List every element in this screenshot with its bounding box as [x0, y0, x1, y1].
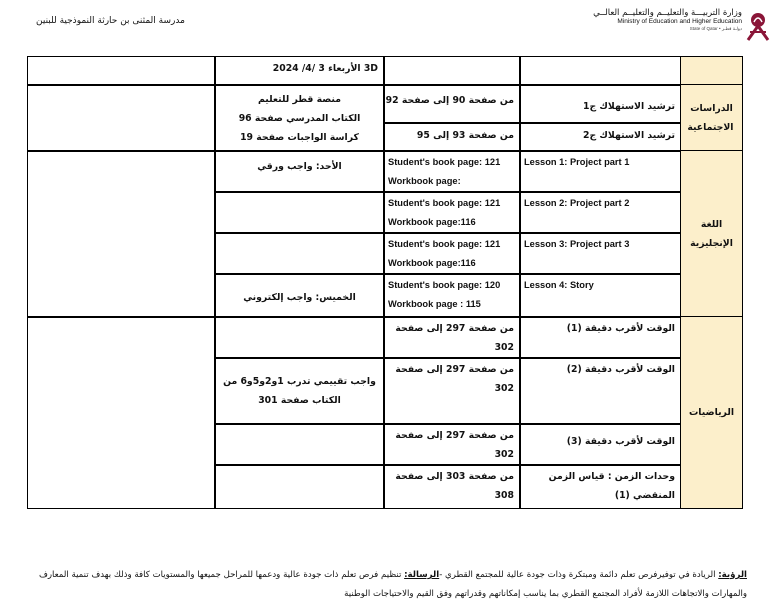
- social-resources-cell: [214, 84, 385, 152]
- homework-text: الأحد: واجب ورقي: [257, 161, 342, 172]
- english-pages-cell: [383, 191, 521, 234]
- mission-text: تنظيم فرص تعلم ذات جودة عالية ودعمها للمراحل جميعها والمستويات كافة وذلك بهدف تنمية المعارف: [38, 570, 405, 580]
- weekly-plan-table: [27, 56, 743, 509]
- lesson-text: وحدات الزمن : قياس الزمن: [548, 471, 675, 482]
- pages-text: من صفحة 297 إلى صفحة: [395, 430, 514, 441]
- resource-line: منصة قطر للتعليم: [258, 94, 341, 105]
- vision-text: الريادة في توفيرفرص تعلم دائمة ومبتكرة وذات جودة عالية للمجتمع القطري -: [439, 570, 719, 580]
- book-page: Student's book page: 121: [388, 157, 501, 167]
- workbook-page: Workbook page : 115: [388, 299, 481, 309]
- pages-text: من صفحة 90 إلى صفحة 92: [385, 95, 514, 106]
- english-lesson-cell: [519, 150, 682, 193]
- math-pages-cell: [383, 357, 521, 425]
- table-cell: [214, 316, 385, 359]
- math-pages-cell: [383, 423, 521, 466]
- subject-label: الرياضيات: [688, 407, 735, 418]
- social-pages-cell: [383, 122, 521, 152]
- pages-text: 308: [494, 490, 514, 501]
- vision-label: الرؤية:: [718, 570, 747, 580]
- book-page: Student's book page: 121: [388, 198, 501, 208]
- table-cell: [214, 423, 385, 466]
- table-cell: [214, 464, 385, 509]
- english-lesson-cell: [519, 191, 682, 234]
- workbook-page: Workbook page:116: [388, 258, 476, 268]
- workbook-page: Workbook page:116: [388, 217, 476, 227]
- book-page: Student's book page: 121: [388, 239, 501, 249]
- pages-text: من صفحة 297 إلى صفحة: [395, 323, 514, 334]
- table-cell: [27, 316, 216, 509]
- vision-mission-footer: [24, 566, 747, 604]
- ministry-state: State of Qatar • دولـة قطـر: [689, 26, 742, 31]
- english-lesson-cell: [519, 273, 682, 318]
- math-lesson-cell: [519, 423, 682, 466]
- social-pages-cell: [383, 84, 521, 124]
- pages-text: من صفحة 93 إلى 95: [416, 130, 514, 141]
- date-label: 3D الأربعاء 3 /4/ 2024: [272, 63, 378, 74]
- lesson-text: Lesson 2: Project part 2: [524, 198, 630, 208]
- lesson-text: الوقت لأقرب دقيقة (1): [566, 323, 675, 334]
- ministry-emblem-icon: [744, 10, 772, 44]
- homework-text: الكتاب صفحة 301: [258, 395, 341, 406]
- lesson-text: Lesson 1: Project part 1: [524, 157, 630, 167]
- pages-text: من صفحة 303 إلى صفحة: [395, 471, 514, 482]
- resource-line: الكتاب المدرسي صفحة 96: [238, 113, 361, 124]
- pages-text: من صفحة 297 إلى صفحة: [395, 364, 514, 375]
- lesson-text: Lesson 3: Project part 3: [524, 239, 630, 249]
- lesson-text: المنقضي (1): [614, 490, 675, 501]
- pages-text: 302: [494, 383, 514, 394]
- lesson-text: الوقت لأقرب دقيقة (2): [566, 364, 675, 375]
- ministry-name-en: Ministry of Education and Higher Education: [617, 18, 742, 25]
- math-lesson-cell: [519, 357, 682, 425]
- table-cell: [27, 84, 216, 152]
- table-cell: [519, 56, 682, 86]
- english-pages-cell: [383, 150, 521, 193]
- math-lesson-cell: [519, 316, 682, 359]
- ministry-block: [542, 8, 742, 32]
- math-lesson-cell: [519, 464, 682, 509]
- mission-label: الرسالة:: [404, 570, 440, 580]
- book-page: Student's book page: 120: [388, 280, 501, 290]
- resource-line: كراسة الواجبات صفحة 19: [240, 132, 359, 143]
- subject-social: [680, 84, 743, 152]
- ministry-name-ar: وزارة التربيـــة والتعليــم والتعليــم العالــي: [593, 8, 742, 18]
- page-header: [0, 0, 784, 50]
- english-pages-cell: [383, 232, 521, 275]
- lesson-text: الوقت لأقرب دقيقة (3): [566, 436, 675, 447]
- workbook-page: Workbook page:: [388, 176, 461, 186]
- subject-english: [680, 150, 743, 318]
- school-name: مدرسة المثنى بن حارثة النموذجية للبنين: [36, 16, 185, 26]
- lesson-text: Lesson 4: Story: [524, 280, 594, 290]
- subject-label: الدراسات الاجتماعية: [687, 103, 734, 133]
- pages-text: 302: [494, 342, 514, 353]
- math-pages-cell: [383, 316, 521, 359]
- footer-line-2: والمهارات والاتجاهات اللازمة لأفراد المجتمع القطري بما يناسب إمكاناتهم وقدراتهم وفق القيم والاحتياجات الوطنية: [344, 589, 747, 599]
- social-lesson-cell: [519, 122, 682, 152]
- english-homework-cell: [214, 150, 385, 193]
- social-lesson-cell: [519, 84, 682, 124]
- pages-text: 302: [494, 449, 514, 460]
- english-homework-cell: [214, 273, 385, 318]
- subject-math: [680, 316, 743, 509]
- math-homework-cell: [214, 357, 385, 425]
- homework-text: الخميس: واجب إلكتروني: [243, 292, 356, 303]
- english-homework-cell: [214, 232, 385, 275]
- table-cell: [27, 150, 216, 318]
- english-homework-cell: [214, 191, 385, 234]
- english-lesson-cell: [519, 232, 682, 275]
- lesson-text: ترشيد الاستهلاك ج1: [582, 101, 675, 112]
- math-pages-cell: [383, 464, 521, 509]
- subject-label: اللغة الإنجليزية: [690, 219, 733, 249]
- table-cell: [680, 56, 743, 86]
- table-cell: [383, 56, 521, 86]
- date-cell: [214, 56, 385, 86]
- footer-line: [24, 566, 747, 585]
- table-cell: [27, 56, 216, 86]
- homework-text: واجب تقييمي تدرب 1و2و5و6 من: [223, 376, 376, 387]
- english-pages-cell: [383, 273, 521, 318]
- lesson-text: ترشيد الاستهلاك ج2: [582, 130, 675, 141]
